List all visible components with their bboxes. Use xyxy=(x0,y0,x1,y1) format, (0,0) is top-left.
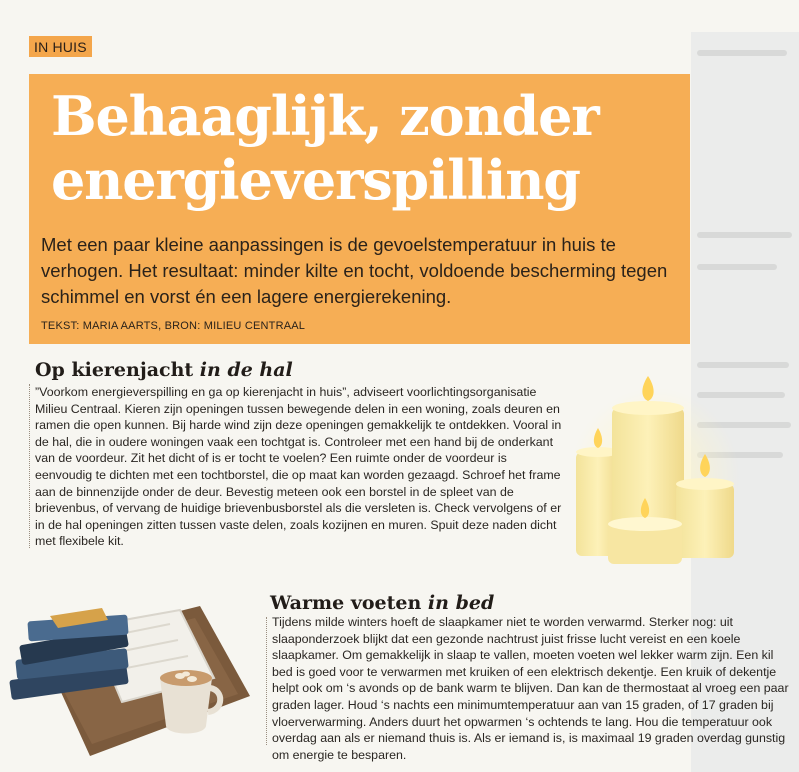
intro-text: Met een paar kleine aanpassingen is de gevoelstemperatuur in huis te verhogen. Het resultaat: minder kilte en tocht, voldoende bescherming tegen schimmel en vorst én een lagere energierekening. xyxy=(41,234,668,307)
section2-divider xyxy=(266,617,268,745)
section2-heading-italic: in bed xyxy=(427,592,495,614)
section2-heading xyxy=(270,592,494,614)
hero-block xyxy=(29,74,690,344)
section2-heading-main: Warme voeten xyxy=(270,592,428,614)
candle-right xyxy=(676,484,734,558)
books-blanket-cocoa-illustration xyxy=(0,586,262,766)
section1-body: ”Voorkom energieverspilling en ga op kierenjacht in huis”, adviseert voorlichtingsorganisatie Milieu Centraal. Kieren zijn openingen tussen bewegende delen in een woning, zoals deuren en ramen die open kunnen. Bij harde wind zijn deze openingen gemakkelijk te ontdekken. Vooral in de hal, die in oudere woningen vaak een tochtgat is. Controleer met een hand bij de onderkant van de voordeur. Zit het dicht of is er tocht te voelen? Een ruimte onder de voordeur is eenvoudig te dichten met een tochtborstel, die op maat kan worden gezaagd. Schroef het frame aan de binnenzijde onder de deur. Bevestig meteen ook een borstel in de spleet van de brievenbus, of vervang de huidige brievenbusborstel als die versleten is. Check vervolgens of er in de hal openingen zitten tussen vaste delen, zoals kozijnen en muren. Spuit deze naden dicht met flexibele kit. xyxy=(35,385,562,549)
section1-heading-main: Op kierenjacht xyxy=(35,359,200,381)
page-title xyxy=(51,84,691,212)
title-line-1: Behaaglijk, zonder xyxy=(51,84,599,148)
section2-body: Tijdens milde winters hoeft de slaapkamer niet te worden verwarmd. Sterker nog: uit slaaponderzoek blijkt dat een gezonde nachtrust juist frisse lucht vereist en een koele slaapkamer. Om gemakkelijk in slaap te vallen, moeten voeten wel lekker warm zijn. Een kil bed is goed voor te verwarmen met kruiken of een elektrisch dekentje. Een kruik of dekentje helpt ook om ‘s avonds op de bank warm te blijven. Dan kan de thermostaat al vroeg een paar graden lager. Houd ‘s nachts een minimumtemperatuur aan van 15 graden, of 17 graden bij vloerverwarming. Anders duurt het opwarmen ‘s ochtends te lang. Hou die temperatuur ook overdag aan als er niemand thuis is. Als er iemand is, is maximaal 19 graden overdag gunstig om energie te besparen. xyxy=(272,615,789,762)
title-line-2: energieverspilling xyxy=(51,148,580,212)
credit-line: TEKST: MARIA AARTS, BRON: MILIEU CENTRAAL xyxy=(41,320,306,332)
section1-heading-italic: in de hal xyxy=(199,359,293,381)
section1-heading xyxy=(35,359,293,381)
section-tag: IN HUIS xyxy=(29,36,92,57)
candles-illustration xyxy=(570,368,740,568)
section1-divider xyxy=(29,384,31,548)
